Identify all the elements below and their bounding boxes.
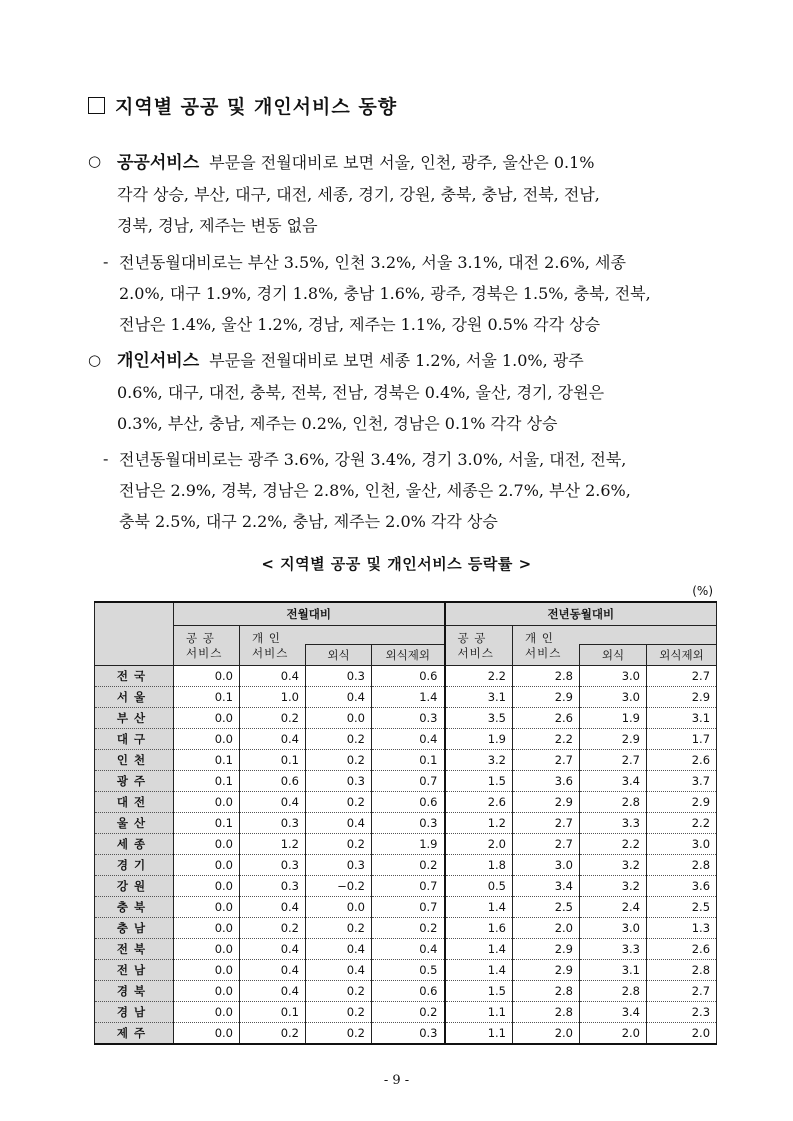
checkbox-square-icon: [88, 97, 105, 114]
table-cell: 3.0: [580, 666, 647, 687]
table-cell: 2.7: [513, 813, 580, 834]
table-cell: 1.0: [240, 687, 306, 708]
row-label-region: 세종: [95, 834, 174, 855]
table-cell: 0.2: [306, 729, 372, 750]
table-row: [95, 1023, 717, 1045]
row-label-region: 울산: [95, 813, 174, 834]
table-cell: 0.2: [372, 918, 445, 939]
table-cell: 0.1: [174, 813, 240, 834]
personal-line-1: 부문을 전월대비로 보면 세종 1.2%, 서울 1.0%, 광주: [209, 351, 584, 370]
table-cell: 0.3: [240, 876, 306, 897]
table-cell: 3.4: [580, 771, 647, 792]
table-cell: 0.7: [372, 897, 445, 918]
table-cell: 0.7: [372, 771, 445, 792]
table-cell: 0.0: [174, 876, 240, 897]
table-cell: 1.2: [445, 813, 513, 834]
table-cell: 0.1: [372, 750, 445, 771]
table-cell: 0.0: [174, 855, 240, 876]
dash-marker: -: [103, 252, 109, 271]
header-personal-spacer-yoy: [580, 626, 717, 645]
table-cell: 0.0: [174, 1002, 240, 1023]
table-cell: −0.2: [306, 876, 372, 897]
table-cell: 2.8: [513, 666, 580, 687]
table-cell: 3.3: [580, 939, 647, 960]
table-cell: 0.1: [174, 771, 240, 792]
table-cell: 0.6: [372, 981, 445, 1002]
table-row: [95, 708, 717, 729]
row-label-region: 부산: [95, 708, 174, 729]
table-cell: 2.4: [580, 897, 647, 918]
table-cell: 0.2: [240, 708, 306, 729]
table-cell: 2.5: [513, 897, 580, 918]
table-cell: 0.0: [174, 792, 240, 813]
table-cell: 1.5: [445, 981, 513, 1002]
table-cell: 1.9: [372, 834, 445, 855]
table-cell: 3.2: [580, 876, 647, 897]
table-cell: 0.0: [174, 729, 240, 750]
table-cell: 0.0: [174, 939, 240, 960]
public-yoy-paragraph: [119, 247, 717, 340]
public-line-3: 경북, 경남, 제주는 변동 없음: [117, 216, 318, 235]
personal-yoy-line-3: 충북 2.5%, 대구 2.2%, 충남, 제주는 2.0% 각각 상승: [119, 512, 498, 531]
table-cell: 0.6: [240, 771, 306, 792]
table-cell: 2.0: [513, 1023, 580, 1045]
bullet-circle-icon: ○: [88, 152, 102, 170]
table-cell: 2.9: [580, 729, 647, 750]
table-cell: 2.6: [513, 708, 580, 729]
header-excl-dining-mom: 외식제외: [372, 645, 445, 666]
table-cell: 0.3: [240, 813, 306, 834]
table-row: [95, 855, 717, 876]
table-cell: 3.0: [580, 687, 647, 708]
table-row: [95, 792, 717, 813]
table-cell: 0.6: [372, 792, 445, 813]
table-cell: 2.2: [513, 729, 580, 750]
table-cell: 3.7: [647, 771, 717, 792]
table-cell: 3.1: [445, 687, 513, 708]
table-cell: 2.0: [445, 834, 513, 855]
table-cell: 0.2: [306, 1023, 372, 1045]
table-cell: 1.6: [445, 918, 513, 939]
table-row: [95, 813, 717, 834]
table-cell: 0.0: [174, 1023, 240, 1045]
table-cell: 0.1: [240, 1002, 306, 1023]
table-cell: 2.0: [580, 1023, 647, 1045]
table-cell: 2.8: [647, 855, 717, 876]
table-cell: 2.2: [580, 834, 647, 855]
table-cell: 3.0: [513, 855, 580, 876]
header-personal-services-yoy: 개 인 서비스: [513, 626, 580, 666]
row-label-region: 제주: [95, 1023, 174, 1045]
table-cell: 0.4: [372, 939, 445, 960]
section-heading: [88, 92, 397, 119]
table-cell: 3.1: [647, 708, 717, 729]
table-cell: 3.0: [647, 834, 717, 855]
table-cell: 2.6: [445, 792, 513, 813]
table-cell: 0.1: [174, 750, 240, 771]
table-row: [95, 981, 717, 1002]
table-cell: 1.7: [647, 729, 717, 750]
table-cell: 1.1: [445, 1023, 513, 1045]
table-cell: 3.5: [445, 708, 513, 729]
table-cell: 0.7: [372, 876, 445, 897]
table-cell: 0.3: [306, 666, 372, 687]
table-row: [95, 876, 717, 897]
table-cell: 0.5: [372, 960, 445, 981]
table-cell: 0.6: [372, 666, 445, 687]
table-cell: 0.3: [306, 855, 372, 876]
table-cell: 2.8: [513, 1002, 580, 1023]
table-cell: 3.6: [647, 876, 717, 897]
table-cell: 2.0: [513, 918, 580, 939]
table-corner-cell: [95, 602, 174, 666]
table-cell: 2.8: [647, 960, 717, 981]
row-label-region: 경남: [95, 1002, 174, 1023]
table-cell: 0.2: [306, 1002, 372, 1023]
table-cell: 3.6: [513, 771, 580, 792]
table-row: [95, 960, 717, 981]
table-cell: 0.2: [306, 750, 372, 771]
table-cell: 0.4: [306, 939, 372, 960]
public-line-2: 각각 상승, 부산, 대구, 대전, 세종, 경기, 강원, 충북, 충남, 전북, 전남,: [117, 185, 600, 204]
table-cell: 0.3: [372, 708, 445, 729]
header-public-services-yoy: 공 공 서비스: [445, 626, 513, 666]
table-row: [95, 897, 717, 918]
table-cell: 2.2: [445, 666, 513, 687]
table-cell: 2.8: [580, 792, 647, 813]
row-label-region: 인천: [95, 750, 174, 771]
table-cell: 3.1: [580, 960, 647, 981]
personal-services-lead: 개인서비스: [117, 351, 200, 371]
row-label-region: 충북: [95, 897, 174, 918]
table-cell: 1.1: [445, 1002, 513, 1023]
public-yoy-line-3: 전남은 1.4%, 울산 1.2%, 경남, 제주는 1.1%, 강원 0.5% 각각 상승: [119, 315, 601, 334]
table-row: [95, 918, 717, 939]
table-cell: 2.7: [647, 666, 717, 687]
table-cell: 0.0: [174, 708, 240, 729]
table-cell: 2.7: [513, 834, 580, 855]
table-cell: 0.0: [306, 897, 372, 918]
table-cell: 1.4: [445, 939, 513, 960]
table-cell: 1.2: [240, 834, 306, 855]
personal-line-2: 0.6%, 대구, 대전, 충북, 전북, 전남, 경북은 0.4%, 울산, 경기, 강원은: [117, 383, 605, 402]
table-cell: 0.4: [240, 939, 306, 960]
dash-marker: -: [103, 449, 109, 468]
table-cell: 0.4: [240, 792, 306, 813]
table-cell: 2.9: [647, 687, 717, 708]
table-cell: 3.2: [445, 750, 513, 771]
header-dining-yoy: 외식: [580, 645, 647, 666]
table-cell: 2.8: [580, 981, 647, 1002]
public-services-lead: 공공서비스: [117, 153, 200, 173]
group-header-mom: 전월대비: [174, 602, 445, 626]
personal-yoy-paragraph: [119, 444, 717, 537]
table-cell: 1.4: [372, 687, 445, 708]
table-cell: 0.2: [306, 918, 372, 939]
table-cell: 0.3: [240, 855, 306, 876]
table-cell: 0.2: [372, 855, 445, 876]
personal-yoy-line-1: 전년동월대비로는 광주 3.6%, 강원 3.4%, 경기 3.0%, 서울, 대전, 전북,: [119, 450, 627, 469]
table-cell: 0.4: [240, 729, 306, 750]
table-cell: 2.6: [647, 750, 717, 771]
table-row: [95, 729, 717, 750]
table-cell: 1.9: [445, 729, 513, 750]
table-cell: 0.3: [306, 771, 372, 792]
personal-services-paragraph: [117, 345, 717, 439]
public-yoy-line-2: 2.0%, 대구 1.9%, 경기 1.8%, 충남 1.6%, 광주, 경북은 1.5%, 충북, 전북,: [119, 284, 651, 303]
table-cell: 0.2: [372, 1002, 445, 1023]
table-row: [95, 750, 717, 771]
table-cell: 2.9: [513, 792, 580, 813]
table-cell: 0.4: [306, 687, 372, 708]
personal-yoy-line-2: 전남은 2.9%, 경북, 경남은 2.8%, 인천, 울산, 세종은 2.7%, 부산 2.6%,: [119, 481, 631, 500]
row-label-region: 광주: [95, 771, 174, 792]
table-cell: 0.4: [240, 960, 306, 981]
table-cell: 0.2: [306, 792, 372, 813]
regional-services-table: [94, 601, 717, 1045]
table-cell: 2.9: [513, 687, 580, 708]
row-label-region: 전국: [95, 666, 174, 687]
table-cell: 3.3: [580, 813, 647, 834]
table-cell: 0.0: [174, 897, 240, 918]
bullet-circle-icon: ○: [88, 351, 102, 369]
row-label-region: 전남: [95, 960, 174, 981]
table-row: [95, 687, 717, 708]
table-cell: 0.0: [174, 960, 240, 981]
table-cell: 2.7: [513, 750, 580, 771]
header-personal-spacer-mom: [306, 626, 445, 645]
table-cell: 3.4: [580, 1002, 647, 1023]
row-label-region: 경북: [95, 981, 174, 1002]
table-cell: 1.3: [647, 918, 717, 939]
table-cell: 0.1: [240, 750, 306, 771]
table-cell: 0.2: [306, 981, 372, 1002]
table-cell: 2.6: [647, 939, 717, 960]
table-cell: 0.0: [174, 834, 240, 855]
page-number: - 9 -: [383, 1073, 410, 1088]
row-label-region: 경기: [95, 855, 174, 876]
header-dining-mom: 외식: [306, 645, 372, 666]
table-cell: 3.0: [580, 918, 647, 939]
row-label-region: 강원: [95, 876, 174, 897]
table-cell: 0.2: [306, 834, 372, 855]
table-cell: 1.8: [445, 855, 513, 876]
table-cell: 2.7: [647, 981, 717, 1002]
row-label-region: 대구: [95, 729, 174, 750]
personal-line-3: 0.3%, 부산, 충남, 제주는 0.2%, 인천, 경남은 0.1% 각각 상승: [117, 414, 558, 433]
header-public-services-mom: 공 공 서비스: [174, 626, 240, 666]
table-cell: 0.5: [445, 876, 513, 897]
table-row: [95, 1002, 717, 1023]
group-header-yoy: 전년동월대비: [445, 602, 717, 626]
table-cell: 2.2: [647, 813, 717, 834]
table-cell: 1.4: [445, 960, 513, 981]
table-cell: 0.0: [306, 708, 372, 729]
table-cell: 2.3: [647, 1002, 717, 1023]
table-cell: 3.2: [580, 855, 647, 876]
table-cell: 0.4: [372, 729, 445, 750]
table-cell: 0.2: [240, 918, 306, 939]
table-cell: 2.5: [647, 897, 717, 918]
table-cell: 3.4: [513, 876, 580, 897]
row-label-region: 전북: [95, 939, 174, 960]
table-cell: 0.1: [174, 687, 240, 708]
table-cell: 0.4: [240, 666, 306, 687]
row-label-region: 대전: [95, 792, 174, 813]
table-cell: 0.0: [174, 666, 240, 687]
header-excl-dining-yoy: 외식제외: [647, 645, 717, 666]
table-caption: < 지역별 공공 및 개인서비스 등락률 >: [261, 555, 532, 573]
row-label-region: 서울: [95, 687, 174, 708]
row-label-region: 충남: [95, 918, 174, 939]
table-cell: 2.0: [647, 1023, 717, 1045]
table-cell: 0.4: [240, 981, 306, 1002]
public-line-1: 부문을 전월대비로 보면 서울, 인천, 광주, 울산은 0.1%: [209, 153, 595, 172]
table-cell: 1.9: [580, 708, 647, 729]
table-row: [95, 939, 717, 960]
table-cell: 0.2: [240, 1023, 306, 1045]
table-cell: 2.9: [513, 960, 580, 981]
table-cell: 0.4: [240, 897, 306, 918]
table-cell: 2.9: [513, 939, 580, 960]
public-services-paragraph: [117, 147, 717, 241]
table-cell: 0.4: [306, 960, 372, 981]
table-cell: 0.4: [306, 813, 372, 834]
public-yoy-line-1: 전년동월대비로는 부산 3.5%, 인천 3.2%, 서울 3.1%, 대전 2.6%, 세종: [119, 253, 626, 272]
table-cell: 0.0: [174, 918, 240, 939]
table-cell: 0.3: [372, 813, 445, 834]
table-row: [95, 666, 717, 687]
table-row: [95, 834, 717, 855]
table-cell: 2.7: [580, 750, 647, 771]
table-unit: (%): [692, 584, 713, 598]
table-cell: 2.9: [647, 792, 717, 813]
header-personal-services-mom: 개 인 서비스: [240, 626, 306, 666]
table-cell: 1.4: [445, 897, 513, 918]
table-cell: 0.3: [372, 1023, 445, 1045]
table-cell: 0.0: [174, 981, 240, 1002]
table-cell: 2.8: [513, 981, 580, 1002]
section-heading-text: 지역별 공공 및 개인서비스 동향: [115, 96, 398, 118]
table-row: [95, 771, 717, 792]
table-cell: 1.5: [445, 771, 513, 792]
